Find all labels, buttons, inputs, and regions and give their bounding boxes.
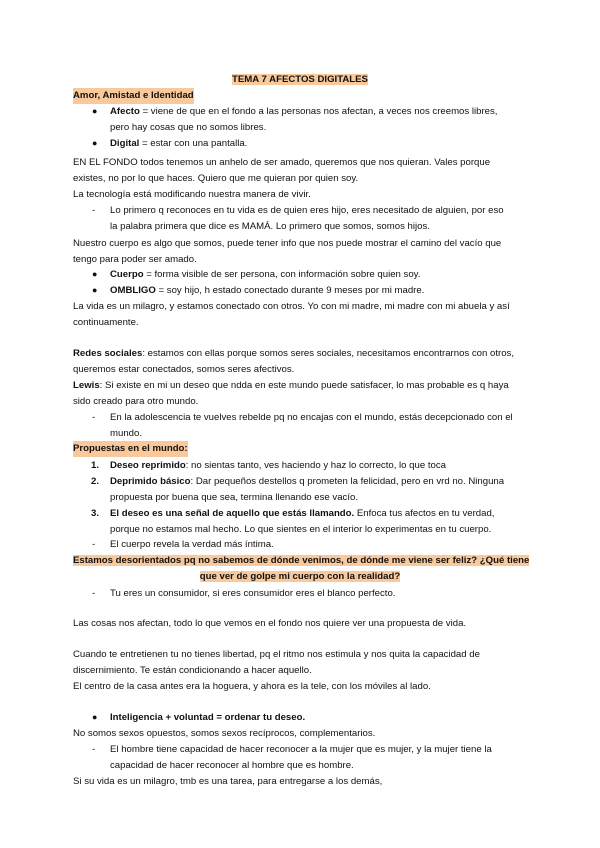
dash-marker: - (92, 412, 96, 423)
bullet-bold-line: Inteligencia + voluntad = ordenar tu deseo. (110, 712, 306, 723)
lewis-line-2: sido creado para otro mundo. (73, 396, 199, 407)
dash-item-line: Tu eres un consumidor, si eres consumidor eres el blanco perfecto. (110, 588, 396, 599)
bullet-icon: ● (92, 138, 98, 148)
afecto-line-1 (110, 104, 497, 120)
digital-line (110, 136, 247, 152)
numbered-term: Deprimido básico (110, 476, 191, 487)
dash-item-line: capacidad de hacer reconocer al hombre que es hombre. (110, 760, 354, 771)
digital-text: = estar con una pantalla. (139, 138, 248, 149)
dash-marker: - (92, 205, 96, 216)
paragraph-line: EN EL FONDO todos tenemos un anhelo de ser amado, queremos que nos quieran. Vales porque (73, 157, 491, 168)
bullet-icon: ● (92, 712, 98, 722)
paragraph-line: existes, no por lo que haces. Quiero que me quieran por quien soy. (73, 173, 359, 184)
dash-item-line: El hombre tiene capacidad de hacer reconocer a la mujer que es mujer, y la mujer tiene la (110, 744, 492, 755)
ombligo-text: = soy hijo, h estado conectado durante 9 meses por mi madre. (155, 285, 425, 296)
bullet-icon: ● (92, 285, 98, 295)
dash-marker: - (92, 539, 96, 550)
ombligo-line (110, 283, 424, 299)
dash-item-line: Lo primero q reconoces en tu vida es de quien eres hijo, eres necesitado de alguien, por eso (110, 205, 504, 216)
numbered-term: Deseo reprimido (110, 460, 186, 471)
numbered-text: : Dar pequeños destellos q prometen la felicidad, pero en vrd no. Ninguna (190, 476, 505, 487)
dash-item-line: mundo. (110, 428, 142, 439)
cuerpo-line (110, 267, 420, 283)
redes-line-1 (73, 346, 514, 362)
propuestas-heading: Propuestas en el mundo: (73, 441, 188, 457)
numbered-term: El deseo es una señal de aquello que estás llamando. (110, 508, 355, 519)
paragraph-line: Las cosas nos afectan, todo lo que vemos en el fondo nos quiere ver una propuesta de vida. (73, 618, 467, 629)
document-title: TEMA 7 AFECTOS DIGITALES (232, 74, 368, 85)
cuerpo-term: Cuerpo (110, 269, 144, 280)
numbered-text: Enfoca tus afectos en tu verdad, (354, 508, 495, 519)
paragraph-line: discernimiento. Te están condicionando a hacer aquello. (73, 665, 312, 676)
lewis-text: : Si existe en mi un deseo que ndda en este mundo puede satisfacer, lo mas probable es q haya (99, 380, 509, 391)
afecto-line-2: pero hay cosas que no somos libres. (110, 122, 267, 133)
paragraph-line: No somos sexos opuestos, somos sexos recíprocos, complementarios. (73, 728, 376, 739)
question-line-2: que ver de golpe mi cuerpo con la realidad? (199, 571, 401, 582)
bullet-icon: ● (92, 269, 98, 279)
paragraph-line: continuamente. (73, 317, 139, 328)
numbered-item-3 (110, 506, 494, 522)
paragraph-line: Si su vida es un milagro, tmb es una tarea, para entregarse a los demás, (73, 776, 383, 787)
numbered-item-1 (110, 458, 446, 474)
afecto-term: Afecto (110, 106, 140, 117)
numbered-text: : no sientas tanto, ves haciendo y haz lo correcto, lo que toca (185, 460, 446, 471)
numbered-item-2 (110, 474, 504, 490)
lewis-term: Lewis (73, 380, 100, 391)
redes-text: : estamos con ellas porque somos seres sociales, necesitamos encontrarnos con otros, (142, 348, 515, 359)
afecto-text: = viene de que en el fondo a las personas nos afectan, a veces nos creemos libres, (139, 106, 498, 117)
bullet-icon: ● (92, 106, 98, 116)
dash-item-line: la palabra primera que dice es MAMÁ. Lo primero que somos, somos hijos. (110, 221, 430, 232)
list-number: 3. (91, 508, 100, 519)
redes-term: Redes sociales (73, 348, 143, 359)
lewis-line-1 (73, 378, 509, 394)
dash-marker: - (92, 744, 96, 755)
ombligo-term: OMBLIGO (110, 285, 156, 296)
paragraph-line: La vida es un milagro, y estamos conectado con otros. Yo con mi madre, mi madre con mi abuela y así (73, 301, 510, 312)
paragraph-line: La tecnología está modificando nuestra manera de vivir. (73, 189, 311, 200)
numbered-item-3-line-2: porque no estamos mal hecho. Lo que sientes en el interior lo experimentas en tu cuerpo. (110, 524, 492, 535)
section-heading-amor: Amor, Amistad e Identidad (73, 88, 194, 104)
numbered-item-2-line-2: propuesta por buena que sea, termina llenando ese vacío. (110, 492, 359, 503)
cuerpo-text: = forma visible de ser persona, con información sobre quien soy. (143, 269, 421, 280)
paragraph-line: tengo para poder ser amado. (73, 254, 197, 265)
dash-marker: - (92, 588, 96, 599)
digital-term: Digital (110, 138, 140, 149)
paragraph-line: El centro de la casa antes era la hoguera, y ahora es la tele, con los móviles al lado. (73, 681, 431, 692)
redes-line-2: queremos estar conectados, somos seres afectivos. (73, 364, 295, 375)
list-number: 2. (91, 476, 100, 487)
paragraph-line: Cuando te entretienen tu no tienes libertad, pq el ritmo nos estimula y nos quita la capacidad de (73, 649, 480, 660)
question-line-1: Estamos desorientados pq no sabemos de dónde venimos, de dónde me viene ser feliz? ¿Qué tiene (73, 555, 530, 566)
paragraph-line: Nuestro cuerpo es algo que somos, puede tener info que nos puede mostrar el camino del vacío que (73, 238, 502, 249)
dash-item-line: En la adolescencia te vuelves rebelde pq no encajas con el mundo, estás decepcionado con el (110, 412, 513, 423)
list-number: 1. (91, 460, 100, 471)
dash-item-line: El cuerpo revela la verdad más íntima. (110, 539, 274, 550)
